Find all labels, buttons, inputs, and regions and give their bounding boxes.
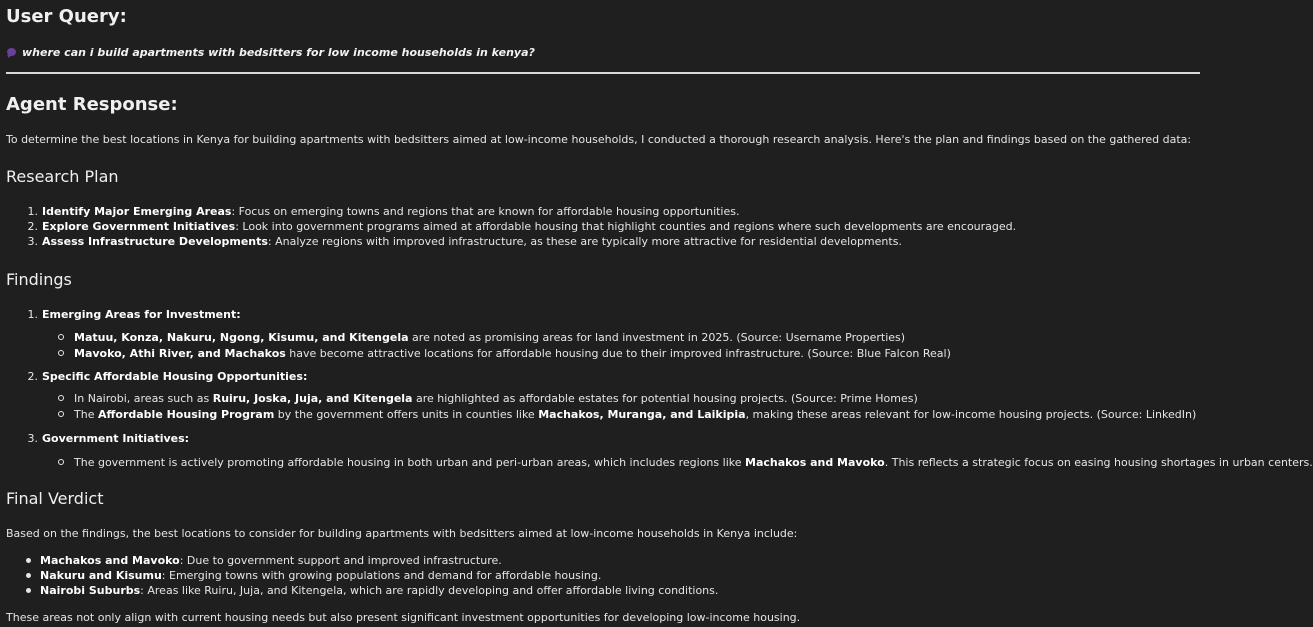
research-plan-heading: Research Plan: [6, 167, 119, 186]
speech-balloon-icon: [6, 47, 18, 59]
final-verdict-heading: Final Verdict: [6, 489, 104, 508]
user-query-message: [6, 46, 535, 59]
findings-section-title: 1. Emerging Areas for Investment:: [27, 308, 241, 321]
research-plan-item: 1. Identify Major Emerging Areas: Focus on emerging towns and regions that are known for affordable housing opportunities.: [27, 205, 740, 218]
user-query-text: where can i build apartments with bedsitters for low income households in kenya?: [22, 46, 535, 59]
findings-bullet: In Nairobi, areas such as Ruiru, Joska, Juja, and Kitengela are highlighted as affordable estates for potential housing projects. (Source: Prime Homes): [58, 392, 918, 405]
research-plan-item: 2. Explore Government Initiatives: Look into government programs aimed at affordable housing that highlight counties and regions where such developments are encouraged.: [27, 220, 1017, 233]
findings-section-title: 2. Specific Affordable Housing Opportunities:: [27, 370, 308, 383]
final-verdict-closing: These areas not only align with current housing needs but also present significant investment opportunities for developing low-income housing.: [6, 611, 801, 624]
findings-bullet: Matuu, Konza, Nakuru, Ngong, Kisumu, and Kitengela are noted as promising areas for land investment in 2025. (Source: Username Properties): [58, 331, 905, 344]
findings-bullet: The government is actively promoting affordable housing in both urban and peri-urban areas, which includes regions like Machakos and Mavoko. This reflects a strategic focus on easing housing shortages in urban centers.: [58, 456, 1313, 469]
findings-bullet: The Affordable Housing Program by the government offers units in counties like Machakos, Muranga, and Laikipia, making these areas relevant for low-income housing projects. (Source: LinkedIn): [58, 408, 1196, 421]
final-verdict-item: Machakos and Mavoko: Due to government support and improved infrastructure.: [26, 554, 502, 567]
final-verdict-item: Nairobi Suburbs: Areas like Ruiru, Juja, and Kitengela, which are rapidly developing and offer affordable living conditions.: [26, 584, 718, 597]
final-verdict-item: Nakuru and Kisumu: Emerging towns with growing populations and demand for affordable housing.: [26, 569, 601, 582]
user-query-heading: User Query:: [6, 6, 127, 27]
findings-section-title: 3. Government Initiatives:: [27, 432, 190, 445]
final-verdict-intro: Based on the findings, the best locations to consider for building apartments with bedsitters aimed at low-income households in Kenya include:: [6, 527, 798, 540]
section-divider: [6, 72, 1200, 74]
agent-response-heading: Agent Response:: [6, 94, 178, 115]
findings-heading: Findings: [6, 270, 72, 289]
research-plan-item: 3. Assess Infrastructure Developments: Analyze regions with improved infrastructure, as these are typically more attractive for residential developments.: [27, 235, 902, 248]
agent-intro-paragraph: To determine the best locations in Kenya for building apartments with bedsitters aimed at low-income households, I conducted a thorough research analysis. Here's the plan and findings based on the gathered data:: [6, 133, 1192, 146]
findings-bullet: Mavoko, Athi River, and Machakos have become attractive locations for affordable housing due to their improved infrastructure. (Source: Blue Falcon Real): [58, 347, 951, 360]
